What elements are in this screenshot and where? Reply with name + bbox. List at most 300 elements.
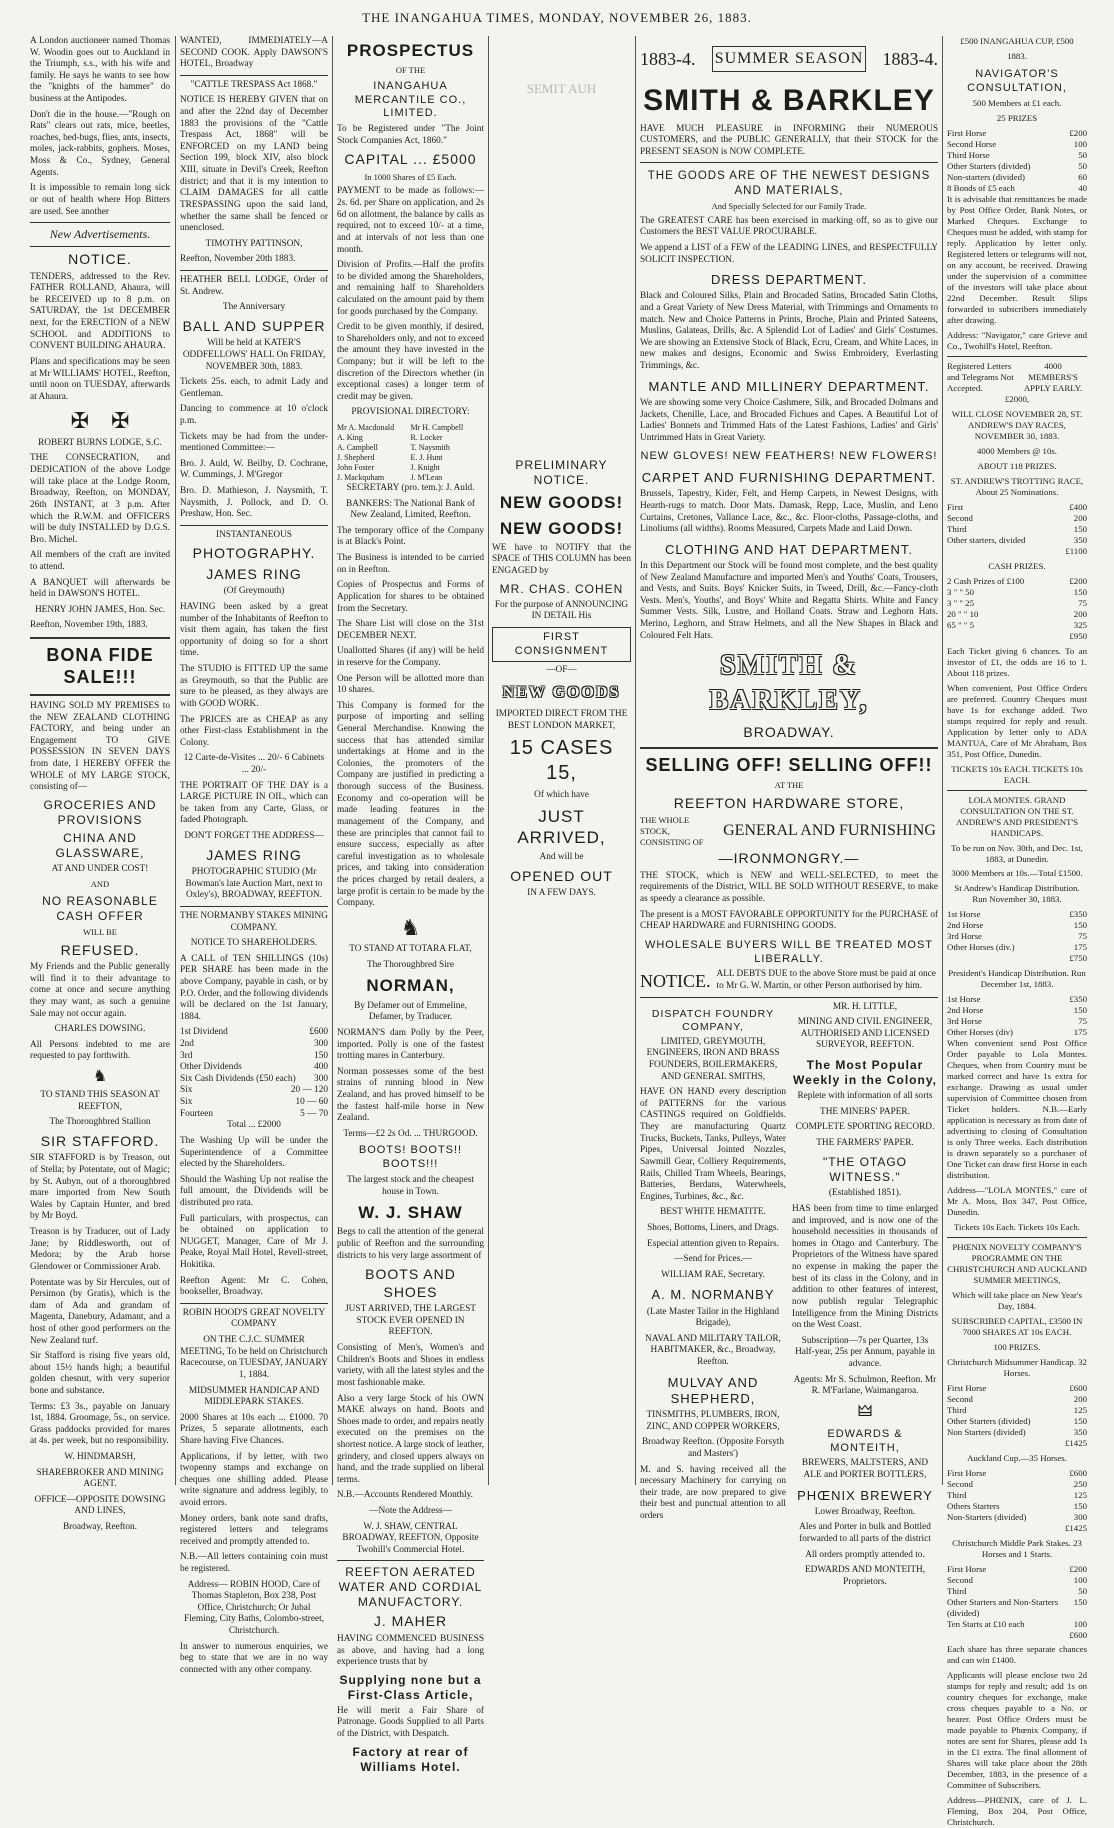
- potentate-paragraph: Potentate was by Sir Hercules, out of Persimon (by Gratis), which is the dam of Ada and grandam of Magenta, Danebury, Adamant, and a host of other good performers on the New Zealand turf.: [30, 1277, 170, 1346]
- convenient-paragraph: When convenient, Post Office Orders are preferred. Country Cheques must have 1s for exchange added. Two stamps required for reply and result. Application by letter only to ADA MANTUA, Care of Mr Abraham, Box 351, Post Office, Dunedin.: [947, 682, 1087, 759]
- dividend-row: Six 20 — 120: [180, 1085, 328, 1096]
- new-goods-2: NEW GOODS!: [499, 518, 624, 538]
- division-paragraph: Division of Profits.—Half the profits to be divided among the Shareholders, and remaining half to Shareholders calculated on the amount paid by them for goods purchased by the Company.: [337, 260, 484, 317]
- prize-row: Non-Starters (divided) 300: [947, 1511, 1087, 1522]
- prize-row: Non-starters (divided) 60: [947, 172, 1087, 183]
- totara-line: TO STAND AT TOTARA FLAT,: [349, 944, 472, 955]
- prize-row: Other Starters and Non-Starters (divided) 150: [947, 1596, 1087, 1618]
- prize-row: Third 125: [947, 1404, 1087, 1415]
- prize-row: Ten Starts at £10 each 100: [947, 1618, 1087, 1629]
- two-thousand: £2000,: [1004, 394, 1030, 405]
- agents-line: Agents: Mr S. Schulmon, Reefton. Mr R. M'Farlane, Waimangaroa.: [793, 1374, 937, 1397]
- ales-line: Ales and Porter in bulk and Bottled forwarded to all parts of the district: [799, 1522, 931, 1544]
- dividend-row: Fourteen 5 — 70: [180, 1108, 328, 1119]
- purpose-line: For the purpose of ANNOUNCING IN DETAIL His: [494, 599, 629, 622]
- credit-paragraph: Credit to be given monthly, if desired, to Shareholders only, and not to exceed the amount they have invested in the Company; but it will be left to the discretion of the Directors whether (in exceptional cases) a longer term of credit may be given.: [337, 322, 484, 402]
- m-list: [947, 1383, 1087, 1438]
- woodin-paragraph: A London auctioneer named Thomas W. Woodin goes out to Auckland in the Triumph, s.s., with his wife and family. He says he wants to see how the "knights of the hammer" do business at the Antipodes.: [30, 36, 170, 105]
- mercantile-heading: INANGAHUA MERCANTILE CO., LIMITED.: [354, 79, 467, 120]
- prize-row: 20 " " 10 200: [947, 608, 1087, 619]
- directors-list: Mr A. Macdonald Mr H. Campbell A. King R. Locker A. Campbell T. Naysmith J. Shepherd E. J. Hunt John Foster J. Knight J. Mackquham J. M'Lean: [337, 423, 464, 483]
- selected-line: And Specially Selected for our Family Trade.: [711, 201, 867, 212]
- rough-on-rats-paragraph: Don't die in the house.—"Rough on Rats" clears out rats, mice, beetles, roaches, bed-bugs, flies, ants, insects, moles, jack-rabbits, gophers. Moses, Moss & Co., Sydney, General Agents.: [30, 109, 170, 178]
- studio-address: PHOTOGRAPHIC STUDIO (Mr Bowman's late Auction Mart, next to Oxley's), BROADWAY, REEFTON.: [185, 867, 323, 901]
- mulvay-paragraph: M. and S. having received all the necessary Machinery for carrying on their trade, are now prepared to give their best and punctual attention to all orders: [640, 1464, 786, 1522]
- capital-line: SUBSCRIBED CAPITAL, £3500 IN 7000 SHARES AT 10s EACH.: [951, 1315, 1083, 1337]
- temporary-paragraph: The temporary office of the Company is at Black's Point.: [337, 525, 484, 548]
- possesses-paragraph: Norman possesses some of the best strains of running blood in New Zealand, and has proved himself to be the fastest half-mile horse in New Zealand.: [337, 1066, 484, 1124]
- column-3: [337, 36, 484, 1774]
- foundry-paragraph: HAVE ON HAND every description of PATTERNS for the various CASTINGS required on Goldfields. They are manufacturing Quartz Trucks, Buckets, Tanks, Pulleys, Water Pipes, Universal Jointed Nozzles, Sawmill Gear, Colliery Requirements, Rails, Chilled Tram Wheels, Bearings, Batteries, Berdans, Waterwheels, Engines, Turbines, &c., &c.: [640, 1087, 786, 1202]
- of-the-line: OF THE: [395, 65, 426, 76]
- prize-row: 2nd Horse 150: [947, 920, 1087, 931]
- ac-list: [947, 1468, 1087, 1523]
- james-ring-heading: JAMES RING: [206, 565, 302, 582]
- president-line: President's Handicap Distribution. Run December 1st, 1883.: [948, 968, 1086, 990]
- first-consignment: FIRST CONSIGNMENT: [492, 627, 631, 663]
- shaw-heading: W. J. SHAW: [358, 1203, 463, 1223]
- members2-line: 3000 Members at 10s.—Total £1500.: [951, 868, 1083, 879]
- chances-paragraph: Each Ticket giving 6 chances. To an investor of £1, the odds are 16 to 1. About 118 prizes.: [947, 645, 1087, 678]
- applicants-paragraph: Applicants will please enclose two 2d stamps for reply and result; add 1s on country cheques for exchange, make cross cheques payable to a No. or bearer. Post Office Orders must be made payable to Phœnix Company, if notes are sent for Shares, please add 1s in the £1 extra. The final allotment of Shares will take place about the 28th December, 1883, in the presence of a Committee of Subscribers.: [947, 1670, 1087, 1791]
- four2-line: 4000 Members @ 10s.: [977, 446, 1057, 457]
- preliminary-heading: PRELIMINARY NOTICE.: [515, 458, 608, 488]
- stafford-heading: SIR STAFFORD.: [40, 1132, 160, 1149]
- append-paragraph: We append a LIST of a FEW of the LEADING LINES, and RESPECTFULLY SOLICIT INSPECTION.: [640, 242, 938, 265]
- nav-address: Address: "Navigator," care Grieve and Co., Twohill's Hotel, Reefton.: [947, 330, 1087, 352]
- ball-heading: BALL AND SUPPER: [182, 317, 326, 334]
- dam-paragraph: NORMAN'S dam Polly by the Peer, imported. Polly is one of the fastest trotting mares in Canterbury.: [337, 1027, 484, 1062]
- ac-total: £1425: [1065, 1522, 1087, 1533]
- prize-row: First Horse £600: [947, 1467, 1087, 1478]
- cost-line: AT AND UNDER COST!: [51, 863, 149, 874]
- notify-paragraph: WE have to NOTIFY that the SPACE of THIS COLUMN has been ENGAGED by: [492, 542, 631, 576]
- imported-line: IMPORTED DIRECT FROM THE BEST LONDON MARKET,: [495, 708, 628, 731]
- repairs-line: Especial attention given to Repairs.: [647, 1238, 779, 1249]
- close-line: WILL CLOSE NOVEMBER 28, ST. ANDREW'S DAY RACES, NOVEMBER 30, 1883.: [951, 409, 1083, 442]
- ring-sub: (Of Greymouth): [223, 586, 285, 597]
- horse-icon: ♞: [92, 1068, 108, 1086]
- list-paragraph: The Share List will close on the 31st DECEMBER NEXT.: [337, 619, 484, 641]
- prizes-heading: 25 PRIZES: [996, 113, 1038, 124]
- factory-line: Factory at rear of Williams Hotel.: [352, 1744, 469, 1774]
- andrews-line: ST. ANDREW'S TROTTING RACE, About 25 Nominations.: [950, 475, 1084, 497]
- right-bottom-column: [792, 1002, 938, 1593]
- broadway-line: Broadway, Reefton.: [62, 1522, 137, 1533]
- opened-line: OPENED OUT: [510, 867, 613, 884]
- prize-row: Second 200: [947, 1393, 1087, 1404]
- each-paragraph: Each share has three separate chances and can win £1400.: [947, 1644, 1087, 1666]
- wholesale-line: WHOLESALE BUYERS WILL BE TREATED MOST LIBERALLY.: [644, 938, 934, 965]
- tenders-paragraph: TENDERS, addressed to the Rev. FATHER ROLLAND, Ahaura, will be RECEIVED up to 8 p.m. on SATURDAY, the 1st DECEMBER next, for the ERECTION of a NEW SCHOOL and ADDITIONS to CONVENT BUILDING AHAURA.: [30, 271, 170, 352]
- aerated-heading: REEFTON AERATED WATER AND CORDIAL MANUFACTORY.: [338, 1565, 483, 1610]
- cases-line: 15 CASES 15,: [509, 737, 614, 785]
- cjc-paragraph: ON THE C.J.C. SUMMER MEETING, To be held on Christchurch Racecourse, on TUESDAY, JANUARY 1, 1884.: [180, 1335, 328, 1380]
- navigator-heading: NAVIGATOR'S CONSULTATION,: [967, 67, 1067, 94]
- a-list: [947, 909, 1087, 953]
- robin-address: Address— ROBIN HOOD, Care of Thomas Stapleton, Box 238, Post Office, Christchurch; Or Jubal Fleming, City Baths, Colombo-street, Christchurch.: [184, 1579, 324, 1637]
- note-line: —Note the Address—: [369, 1505, 452, 1516]
- lola-heading: LOLA MONTES. GRAND CONSULTATION ON THE ST. ANDREW'S AND PRESIDENT'S HANDICAPS.: [956, 794, 1078, 838]
- care-paragraph: The GREATEST CARE has been exercised in marking off, so as to give our Customers the BEST VALUE PROCURABLE.: [640, 215, 938, 238]
- run-line: To be run on Nov. 30th, and Dec. 1st, 1883, at Dunedin.: [951, 842, 1083, 864]
- midsummer-line: MIDSUMMER HANDICAP AND MIDDLEPARK STAKES.: [188, 1385, 320, 1408]
- prize-row: Second Horse 100: [947, 139, 1087, 150]
- smith-barkley-title: SMITH & BARKLEY: [643, 84, 935, 117]
- dividend-row: Six Cash Dividends (£50 each) 300: [180, 1073, 328, 1084]
- p100-line: 100 PRIZES.: [993, 1341, 1041, 1352]
- days-line: IN A FEW DAYS.: [527, 888, 596, 899]
- no-offer-line: NO REASONABLE CASH OFFER: [42, 894, 158, 924]
- bottom-columns: [640, 1002, 938, 1593]
- begs-paragraph: Begs to call the attention of the general public of Reefton and the surrounding districts to his very large assortment of: [337, 1227, 484, 1261]
- hematite-line: BEST WHITE HEMATITE.: [660, 1207, 766, 1218]
- stand-line: TO STAND THIS SEASON AT REEFTON,: [40, 1090, 160, 1112]
- mulvay-address: Broadway Reefton. (Opposite Forsyth and Masters'): [641, 1437, 784, 1460]
- secretary-line: SECRETARY (pro. tem.): J. Auld.: [346, 483, 475, 494]
- present-paragraph: The present is a MOST FAVORABLE OPPORTUNITY for the PURCHASE of CHEAP HARDWARE and FURNISHING GOODS.: [640, 909, 938, 932]
- masonic-emblems-icon: ✠ ✠: [70, 408, 130, 434]
- prize-row: 2 Cash Prizes of £100 £200: [947, 575, 1087, 586]
- dividend-row: Other Dividends 400: [180, 1062, 328, 1073]
- stallion-line: The Thoroughbred Stallion: [49, 1117, 151, 1128]
- proprietors-line: EDWARDS AND MONTEITH, Proprietors.: [804, 1565, 926, 1587]
- dividend-row: 3rd 150: [180, 1050, 328, 1061]
- banquet-paragraph: A BANQUET will afterwards be held in DAWSON'S HOTEL.: [30, 577, 170, 600]
- prize-row: Second 100: [947, 1574, 1087, 1585]
- boots-shoes-heading: BOOTS AND SHOES: [365, 1266, 456, 1300]
- column-6: [947, 36, 1087, 1828]
- prize-row: First Horse £200: [947, 1563, 1087, 1574]
- sporting-line: COMPLETE SPORTING RECORD.: [795, 1122, 935, 1133]
- witness-paragraph: HAS been from time to time enlarged and improved, and is now one of the household necessities in thousands of homes in Otago and Canterbury. The Proprietors of the Witness have spared no expense in making the paper the best of its class in the Colony, and in addition to other features of interest, now publish regular Telegraphic Intelligence from the Mining Districts on the West Coast.: [792, 1204, 938, 1331]
- general-furnishing: GENERAL AND FURNISHING: [723, 822, 936, 840]
- prize-row: Other Starters (divided) 150: [947, 1415, 1087, 1426]
- stock-paragraph: THE STOCK, which is NEW and WELL-SELECTED, to meet the requirements of the District, WILL BE SOLD WITHOUT RESERVE, to make as speedy a clearance as possible.: [640, 870, 938, 905]
- prize-row: Third 125: [947, 1489, 1087, 1500]
- midsummer-line: Christchurch Midsummer Handicap. 32 Horses.: [947, 1356, 1087, 1378]
- whole-line: THE WHOLE STOCK, CONSISTING OF: [640, 815, 704, 847]
- norman-heading: NORMAN,: [366, 976, 455, 996]
- having-paragraph: HAVING been asked by a great number of the Inhabitants of Reefton to visit them again, has taken the first opportunity of doing so for a short time.: [180, 602, 328, 659]
- new-ads-heading: New Advertisements.: [49, 227, 151, 242]
- members-4000: 4000 MEMBERS'S APPLY EARLY.: [1023, 361, 1083, 394]
- dividend-row: 2nd 300: [180, 1039, 328, 1050]
- normanby-heading: THE NORMANBY STAKES MINING COMPANY.: [180, 910, 328, 933]
- china-line: CHINA AND GLASSWARE,: [55, 830, 145, 860]
- prices-paragraph: The PRICES are as CHEAP as any other First-class Establishment in the Colony.: [180, 714, 328, 748]
- committee-paragraph: Tickets may be had from the under-mentioned Committee:—: [180, 431, 328, 454]
- anniversary-line: The Anniversary: [222, 302, 286, 313]
- registered-line: Registered Letters and Telegrams Not Accepted.: [947, 361, 1014, 394]
- dowsing-signature: CHARLES DOWSING.: [54, 1024, 146, 1035]
- carpet-heading: CARPET AND FURNISHING DEPARTMENT.: [641, 470, 937, 486]
- capital-line: CAPITAL ... £5000: [344, 151, 477, 168]
- registered-block: [947, 361, 1087, 394]
- prize-row: 1st Horse £350: [947, 994, 1087, 1005]
- tinsmiths-line: TINSMITHS, PLUMBERS, IRON, ZINC, AND COPPER WORKERS,: [646, 1410, 780, 1432]
- prize-row: Other Starters (divided) 50: [947, 161, 1087, 172]
- andrews-total: £1100: [1065, 545, 1087, 556]
- company-paragraph: This Company is formed for the purpose of importing and selling General Merchandise. Knowing the success that has attended similar undertakings at Home and in the Colonies, the promoters of the Company are justified in predicting a thorough success of the Business. Economy and co-operation will be made leading features in the management of the Company, and these are principles that cannot fail to ensure success, especially as after careful investigation as to wholesale prices, and taking into consideration the prices charged by retail dealers, a large profit is certain to be made by the Company.: [337, 700, 484, 909]
- boots-heading: BOOTS! BOOTS!! BOOTS!!!: [358, 1144, 463, 1171]
- prize-row: Second 200: [947, 512, 1087, 523]
- date-1: Reefton, November 19th, 1883.: [30, 620, 148, 631]
- shaw-address: W. J. SHAW, CENTRAL BROADWAY, REEFTON, Opposite Twohill's Commercial Hotel.: [342, 1521, 479, 1555]
- column-5: [640, 36, 938, 1587]
- defamer-line: By Defamer out of Emmeline, Defamer, by Traducer.: [354, 1000, 467, 1023]
- photography-heading: PHOTOGRAPHY.: [192, 545, 316, 562]
- cash-total: £950: [1069, 630, 1087, 641]
- kater-paragraph: Will be held at KATER'S ODDFELLOWS' HALL On FRIDAY, NOVEMBER 30th, 1883.: [182, 338, 326, 372]
- dancing-paragraph: Dancing to commence at 10 o'clock p.m.: [180, 404, 328, 426]
- wanted-ad: WANTED, IMMEDIATELY—A SECOND COOK. Apply DAWSON'S HOTEL, Broadway: [180, 36, 328, 70]
- gloves-line: NEW GLOVES! NEW FEATHERS! NEW FLOWERS!: [640, 450, 938, 463]
- column-1: [30, 36, 170, 1533]
- summer-season: SUMMER SEASON: [712, 46, 867, 72]
- prize-row: 65 " " 5 325: [947, 619, 1087, 630]
- p-list: [947, 994, 1087, 1038]
- show-through-text: SEMIT AUH: [526, 81, 597, 96]
- will-line: And will be: [539, 852, 584, 863]
- hardware-heading: REEFTON HARDWARE STORE,: [673, 794, 905, 811]
- plans-paragraph: Plans and specifications may be seen at Mr WILLIAMS' HOTEL, Reefton, until noon on TUESDAY, afterwards at Ahaura.: [30, 356, 170, 402]
- column-4: [492, 36, 631, 1485]
- pattinson-signature: TIMOTHY PATTINSON,: [205, 238, 303, 249]
- dividends-list: [180, 1027, 328, 1120]
- copies-paragraph: Copies of Prospectus and Forms of Application for shares to be obtained from the Secretary.: [337, 580, 484, 614]
- shares-paragraph: 2000 Shares at 10s each ... £1000. 70 Prizes, 5 separate allotments, each Share having Five Chances.: [180, 1412, 328, 1446]
- pleasure-paragraph: HAVE MUCH PLEASURE in INFORMING their NUMEROUS CUSTOMERS, and the PUBLIC GENERALLY, that their STOCK for the PRESENT SEASON is NOW COMPLETE.: [640, 123, 938, 157]
- year-left: 1883-4.: [640, 48, 696, 69]
- hindmarsh-name: W. HINDMARSH,: [64, 1452, 136, 1463]
- which-line: Of which have: [534, 790, 589, 801]
- phoenix-heading: PHŒNIX BREWERY: [797, 1487, 933, 1503]
- agent-paragraph: Reefton Agent: Mr C. Cohen, bookseller, Broadway.: [180, 1275, 328, 1298]
- instant-line: INSTANTANEOUS: [216, 529, 292, 540]
- phoenix-heading: PHŒNIX NOVELTY COMPANY'S PROGRAMME ON THE CHRISTCHURCH AND AUCKLAND SUMMER MEETINGS,: [947, 1242, 1087, 1285]
- portrait-paragraph: THE PORTRAIT OF THE DAY is a LARGE PICTURE IN OIL, which can be taken from any Carte, Glass, or faded Photograph.: [180, 780, 328, 826]
- selling-off-heading: SELLING OFF! SELLING OFF!!: [645, 754, 933, 775]
- prize-row: 1st Horse £350: [947, 909, 1087, 920]
- new-goods-1: NEW GOODS!: [499, 493, 624, 513]
- merit-paragraph: He will merit a Fair Share of Patronage. Goods Supplied to all Parts of the District, with Despatch.: [337, 1705, 484, 1739]
- established-line: (Established 1851).: [828, 1188, 902, 1199]
- total-line: Total ... £2000: [227, 1120, 281, 1131]
- miners-line: THE MINERS' PAPER.: [820, 1106, 910, 1117]
- andrews2-line: St Andrew's Handicap Distribution. Run November 30, 1883.: [954, 883, 1080, 905]
- tickets-line: TICKETS 10s EACH. TICKETS 10s EACH.: [951, 763, 1083, 785]
- prices-line: —Send for Prices.—: [674, 1254, 752, 1265]
- shares-line: In 1000 Shares of £5 Each.: [364, 171, 457, 182]
- prize-row: Non Starters (divided) 350: [947, 1426, 1087, 1437]
- answer-paragraph: In answer to numerous enquiries, we beg to state that we are in no way connected with any other company.: [180, 1641, 328, 1675]
- prize-row: Other Horses (div.) 175: [947, 942, 1087, 953]
- full-paragraph: Full particulars, with prospectus, can be obtained on application to NUGGET, Manager, Care of Mr J. Peake, Royal Mail Hotel, Revell-street, Hokitika.: [180, 1213, 328, 1271]
- clothing-paragraph: In this Department our Stock will be found most complete, and the best quality of New Zealand Manufacture and imported Men's and Youths' Coats, Trousers, and Vests, and Suits. Boys' Knicker Suits, in Tweed, Drill, &c.—Fancy-cloth Vests. Men's, Youths', and Boys' White and Regatta Shirts. White and Fancy Summer Vests. Silk, Lustre, and Holland Coats. Straw and Leghorn Hats. Merino, Leghorn, and Straw Helmets, and all the New Shapes in Black and Coloured Felt Hats.: [640, 561, 938, 641]
- prize-row: Third Horse 50: [947, 150, 1087, 161]
- mp-list: [947, 1564, 1087, 1630]
- ironmongry-line: —IRONMONGRY.—: [718, 850, 860, 867]
- smith-barkley-ornate: SMITH & BARKLEY,: [709, 650, 869, 717]
- year-line: 1883.: [1007, 50, 1027, 61]
- call-paragraph: A CALL of TEN SHILLINGS (10s) PER SHARE has been made in the above Company, payable in cash, or by P.O. Order, and the following dividends will be declared on the 1st January, 1884.: [180, 953, 328, 1022]
- heather-bell-heading: HEATHER BELL LODGE, Order of St. Andrew.: [180, 274, 328, 297]
- prize-row: Other Horses (div) 175: [947, 1027, 1087, 1038]
- broadway-line: BROADWAY.: [743, 724, 835, 741]
- payment-paragraph: PAYMENT to be made as follows:—2s. 6d. per Share on application, and 2s 6d on allotment, the balance by calls as required, not to exceed 10/- at a time, and at intervals of not less than one month.: [337, 186, 484, 255]
- prize-row: Other starters, divided 350: [947, 534, 1087, 545]
- prize-row: Third 150: [947, 523, 1087, 534]
- newest-heading: THE GOODS ARE OF THE NEWEST DESIGNS AND MATERIALS,: [647, 170, 931, 197]
- and-line: AND: [90, 879, 110, 890]
- cohen-line: MR. CHAS. COHEN: [499, 581, 624, 596]
- lodge-name: ROBERT BURNS LODGE, S.C.: [38, 437, 162, 448]
- drawn-line: Which will take place on New Year's Day, 1884.: [952, 1289, 1082, 1311]
- dress-heading: DRESS DEPARTMENT.: [711, 272, 867, 288]
- treason-paragraph: Treason is by Traducer, out of Lady Jane; by Riddlesworth, out of Medora; by the Arab horse Glendower or Commissioner Arab.: [30, 1227, 170, 1272]
- committee-list-1: Bro. J. Auld, W. Beilby, D. Cochrane, W. Cummings, J. M'Gregor: [180, 458, 328, 481]
- indebted-paragraph: All Persons indebted to me are requested to pay forthwith.: [30, 1039, 170, 1062]
- prize-row: Others Starters 150: [947, 1500, 1087, 1511]
- auckland-line: Auckland Cup.—35 Horses.: [967, 1452, 1067, 1463]
- prize-list: [947, 128, 1087, 194]
- registered-paragraph: To be Registered under "The Joint Stock Companies Act, 1860.": [337, 124, 484, 146]
- clothing-heading: CLOTHING AND HAT DEPARTMENT.: [664, 541, 914, 557]
- little-heading: MR. H. LITTLE,: [832, 1001, 898, 1012]
- prize-row: 3 " " 25 75: [947, 597, 1087, 608]
- dividend-row: 1st Dividend £600: [180, 1027, 328, 1038]
- sharebroker-line: SHAREBROKER AND MINING AGENT.: [36, 1467, 164, 1490]
- sold-paragraph: HAVING SOLD MY PREMISES to the NEW ZEALAND CLOTHING FACTORY, and being under an Engagement TO GIVE POSSESSION IN SEVEN DAYS from date, I HEREBY OFFER the WHOLE of MY LARGE STOCK, consisting of—: [30, 700, 170, 793]
- replete-line: Replete with information of all sorts: [797, 1091, 933, 1101]
- notice-block: [640, 969, 938, 992]
- maher-paragraph: HAVING COMMENCED BUSINESS as above, and having had a long experience trusts that by: [337, 1633, 484, 1668]
- cash-heading: CASH PRIZES.: [988, 560, 1046, 571]
- mp-total: £600: [1069, 1629, 1087, 1640]
- washing-paragraph: The Washing Up will be under the Superintendence of a Committee elected by the Shareholders.: [180, 1135, 328, 1170]
- shoes-line: Shoes, Bottoms, Liners, and Drags.: [647, 1222, 779, 1233]
- prize-row: Third 50: [947, 1585, 1087, 1596]
- lola-address: Address—"LOLA MONTES," care of Mr A. Moss, Box 347, Post Office, Dunedin.: [947, 1185, 1087, 1218]
- prize-row: First £400: [947, 501, 1087, 512]
- lola-paragraph: When convenient send Post Office Order payable to Lola Montes. Cheques, when from Country must be marked correct and have 1s extra for exchange. Drawing as usual under supervision of Committee chosen from Ticket holders. N.B.—Early application is necessary as from date of advertising to closing of Consultation is only Three weeks. Each distribution is drawn separately so a purchaser of One Ticket can draw first Horse in each distribution.: [947, 1038, 1087, 1181]
- just-arrived-line: JUST ARRIVED,: [517, 806, 606, 847]
- notice-heading: NOTICE.: [68, 251, 132, 268]
- carpet-paragraph: Brussels, Tapestry, Kider, Felt, and Hemp Carpets, in Newest Designs, with Hearth-rugs to match. Door Mats. Damask, Repp, Lace, Muslin, and Leno Curtains, Cretones, Vallance Lace, &c., &c. Floor-cloths, Passage-cloths, and Linoliums (all widths). Rooms Measured, Carpets Made and Laid Down.: [640, 489, 938, 535]
- at-the-line: AT THE: [774, 780, 804, 791]
- general-block: [640, 815, 938, 847]
- studio-paragraph: The STUDIO is FITTED UP the same as Greymouth, so that the Public are sure to be pleased, as they always are with GOOD WORK.: [180, 664, 328, 709]
- maher-heading: J. MAHER: [373, 1613, 448, 1630]
- date-2: Reefton, November 20th 1883.: [180, 254, 296, 265]
- hop-bitters-paragraph: It is impossible to remain long sick or out of health where Hop Bitters are used. See another: [30, 183, 170, 217]
- applications-paragraph: Applications, if by letter, with two twopenny stamps and exchange on cheques one shilling added. Please write signature and address legibly, to avoid errors.: [180, 1451, 328, 1508]
- phoenix-address: Address—PHŒNIX, care of J. L. Fleming, Box 204, Post Office, Christchurch.: [947, 1795, 1087, 1828]
- newspaper-masthead: THE INANGAHUA TIMES, MONDAY, NOVEMBER 26, 1883.: [362, 10, 752, 25]
- accounts-line: N.B.—Accounts Rendered Monthly.: [337, 1490, 473, 1501]
- notice-given-paragraph: NOTICE IS HEREBY GIVEN that on and after the 22nd day of December 1883 the provisions of the "Cattle Trespass Act, 1868" will be ENFORCED on my LAND being Section 199, block XIV, also block XIII, situate in Devil's Creek, Reefton district; and that it is my intention to CLAIM DAMAGES for all cattle TRESPASSING upon the said land, whether the same shall be fenced or unenclosed.: [180, 95, 328, 234]
- business-paragraph: The Business is intended to be carried on in Reefton.: [337, 553, 484, 575]
- prize-row: 3rd Horse 75: [947, 1016, 1087, 1027]
- middle-line: Christchurch Middle Park Stakes. 23 Horses and 1 Starts.: [952, 1537, 1082, 1559]
- summer-banner: [640, 42, 938, 76]
- rae-line: WILLIAM RAE, Secretary.: [661, 1269, 765, 1280]
- subscription-line: Subscription—7s per Quarter, 13s Half-year, 25s per Annum, payable in advance.: [795, 1335, 935, 1369]
- directory-heading: PROVISIONAL DIRECTORY:: [351, 407, 470, 418]
- bona-fide-heading: BONA FIDE SALE!!!: [46, 644, 154, 688]
- brewers-line: BREWERS, MALTSTERS, AND ALE and PORTER BOTTLERS,: [801, 1458, 929, 1480]
- consisting-paragraph: Consisting of Men's, Women's and Children's Boots and Shoes in endless variety, with all the latest styles and the most fashionable make.: [337, 1343, 484, 1388]
- rising-paragraph: Sir Stafford is rising five years old, about 15½ hands high; a beautiful golden chesnut, with very superior bone and substance.: [30, 1351, 170, 1396]
- lower-line: Lower Broadway, Reefton.: [814, 1506, 916, 1517]
- prize-row: First Horse £200: [947, 128, 1087, 139]
- normanby-sub: (Late Master Tailor in the Highland Brigade),: [646, 1306, 780, 1329]
- cash-list: [947, 576, 1087, 631]
- mantle-heading: MANTLE AND MILLINERY DEPARTMENT.: [648, 378, 930, 394]
- robin-hood-heading: ROBIN HOOD'S GREAT NOVELTY COMPANY: [182, 1307, 326, 1330]
- debts-paragraph: ALL DEBTS DUE to the above Store must be paid at once to Mr G. W. Martin, or other Person authorised by him.: [716, 969, 936, 991]
- members-line: 500 Members at £1 each.: [972, 98, 1062, 109]
- groceries-line: GROCERIES AND PROVISIONS: [43, 797, 157, 827]
- prize-row: Second 250: [947, 1478, 1087, 1489]
- mantle-paragraph: We are showing some very Choice Cashmere, Silk, and Brocaded Dolmans and Jackets, Chenille, Lace, and Brocaded Fichues and Capes. A Beautiful Lot of Ladies' Bonnets and Trimmed Hats of the Latest Fashions, Ladies' and Girls' Untrimmed Hats in Great Variety.: [640, 397, 938, 443]
- prize-row: 3rd Horse 75: [947, 931, 1087, 942]
- weekly-heading: The Most Popular Weekly in the Colony,: [793, 1058, 937, 1087]
- largest-line: The largest stock and the cheapest house in Town.: [346, 1174, 475, 1197]
- committee-list-2: Bro. D. Mathieson, J. Naysmith, T. Naysmith, J. Pollock, and D. O. Preshaw, Hon. Sec.: [180, 486, 328, 520]
- foundry-column: [640, 1002, 786, 1593]
- a-total: £750: [1069, 953, 1087, 964]
- dividend-row: Six 10 — 60: [180, 1097, 328, 1108]
- tickets2-line: Tickets 10s Each. Tickets 10s Each.: [953, 1222, 1080, 1233]
- should-paragraph: Should the Washing Up not realise the full amount, the Dividends will be distributed pro rata.: [180, 1174, 328, 1208]
- stock-paragraph: Also a very large Stock of his OWN MAKE always on hand. Boots and Shoes made to order, and repairs neatly executed on the premises on the shortest notice. A large stock of leather, grindery, and closed uppers always on hand, and the trade supplied on liberal terms.: [337, 1393, 484, 1485]
- shareholders-heading: NOTICE TO SHAREHOLDERS.: [190, 938, 318, 949]
- terms-paragraph: Terms: £3 3s., payable on January 1st, 1884. Groomage, 5s., on service. Grass paddocks provided for mares at 4s. per week, but no responsibility.: [30, 1401, 170, 1447]
- year-right: 1883-4.: [882, 48, 938, 69]
- dress-paragraph: Black and Coloured Silks, Plain and Brocaded Satins, Brocaded Satin Cloths, and a Great Variety of New Dress Material, with Trimmings and Ornaments to match. New and Choice Patterns in Prints, Broche, Plain and Printed Sateens, Muslins, Galateas, Drills, &c. A Splendid Lot of Ladies' and Girls' Costumes. We are showing an Extensive Stock of Black, Ecru, Cream, and White Laces, in new makes and designs, Economic and Swiss Embroidery, Everlasting Trimmings, &c.: [640, 291, 938, 372]
- forget-line: DON'T FORGET THE ADDRESS—: [184, 831, 324, 842]
- advisable-paragraph: It is advisable that remittances be made by Post Office Order, Bank Notes, or Marked Cheques. Exchange to Cheques must be added, with stamp for reply. Application by letter only. Registered letters or telegrams will not, on any account, be received. Drawing under the supervision of a committee of the investors will take place about 22nd December. Result Slips forwarded to subscribers immediately after drawing.: [947, 194, 1087, 326]
- column-2: [180, 36, 328, 1675]
- newgoods-ornate: NEW GOODS: [502, 683, 621, 701]
- terms-line: Terms—£2 2s Od. ... THURGOOD.: [343, 1128, 478, 1139]
- of-line: —OF—: [546, 665, 577, 676]
- horse-icon: ♞: [400, 914, 421, 940]
- foundry-sub: LIMITED, GREYMOUTH, ENGINEERS, IRON AND BRASS FOUNDERS, BOILERMAKERS, AND GENERAL SMITHS,: [646, 1036, 780, 1082]
- prize-row: 2nd Horse 150: [947, 1005, 1087, 1016]
- office-line: OFFICE—OPPOSITE DOWSING AND LINES,: [34, 1494, 166, 1517]
- orders-line: All orders promptly attended to.: [805, 1549, 925, 1560]
- m-total: £1425: [1065, 1437, 1087, 1448]
- eagle-emblem-icon: 🜲: [857, 1402, 873, 1420]
- carte-line: 12 Carte-de-Visites ... 20/- 6 Cabinets ... 20/-: [183, 753, 325, 775]
- will-be-line: WILL BE: [83, 927, 117, 938]
- prize-row: 3 " " 50 150: [947, 586, 1087, 597]
- one-person-paragraph: One Person will be allotted more than 10 shares.: [337, 673, 484, 696]
- members-paragraph: All members of the craft are invited to attend.: [30, 550, 170, 572]
- money-paragraph: Money orders, bank note sand drafts, registered letters and telegrams received and promptly attended to.: [180, 1513, 328, 1547]
- supplying-line: Supplying none but a First-Class Article,: [339, 1672, 482, 1702]
- refused-line: REFUSED.: [60, 941, 140, 958]
- mulvay-heading: MULVAY AND SHEPHERD,: [667, 1374, 759, 1406]
- consecration-paragraph: THE CONSECRATION, and DEDICATION of the above Lodge will take place at the Lodge Room, Broadway, Reefton, on MONDAY, 26th INSTANT, at 3 p.m. After which the R.W.M. and OFFICERS will be duly INSTALLED by D.G.S. Bro. Michel.: [30, 453, 170, 545]
- normanby-heading: A. M. NORMANBY: [651, 1287, 775, 1303]
- tailor-line: NAVAL AND MILITARY TAILOR, HABITMAKER, &c., Broadway, Reefton.: [645, 1333, 781, 1368]
- friends-paragraph: My Friends and the Public generally will find it to their advantage to come at once and secure anything they may want, as such a genuine Sale may not occur again.: [30, 962, 170, 1019]
- foundry-heading: DISPATCH FOUNDRY COMPANY,: [651, 1007, 775, 1033]
